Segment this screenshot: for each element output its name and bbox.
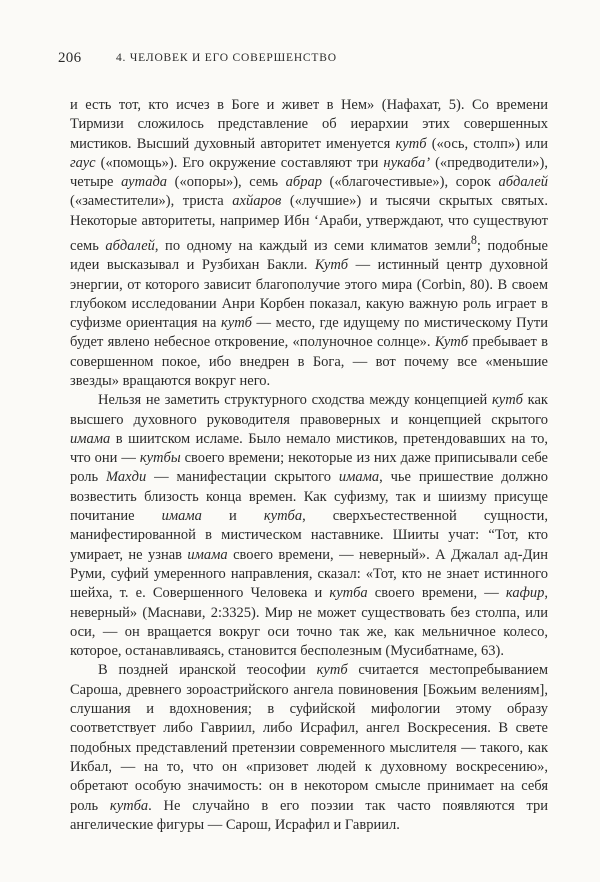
page-number: 206: [58, 50, 82, 66]
running-title: 4. ЧЕЛОВЕК И ЕГО СОВЕРШЕНСТВО: [116, 52, 337, 64]
paragraph-3: В поздней иранской теософии кутб считается местопребыванием Сароша, древнего зороастрийского ангела повиновения [Божьим велениям], слушания и вдохновения; в суфийской мифологии этому образу соответствует либо Гавриил, либо Исрафил, ангел Воскресения. В свете подобных представлений претензии современного мыслителя — такого, как Икбал, — на то, что он «призовет людей к духовному воскресению», обретают особую значимость: он в некотором смысле принимает на себя роль кутба. Не случайно в его поэзии так часто появляются три ангелические фигуры — Сарош, Исрафил и Гавриил.: [70, 662, 548, 833]
main-text: [70, 96, 548, 835]
page-header: [58, 50, 542, 74]
paragraph-2: Нельзя не заметить структурного сходства между концепцией кутб как высшего духовного руководителя правоверных и концепцией скрытого имама в шиитском исламе. Было немало мистиков, претендовавших на то, что они — кутбы своего времени; некоторые из них даже приписывали себе роль Махди — манифестации скрытого имама, чье пришествие должно возвестить близость конца времен. Как суфизму, так и шиизму присуще почитание имама и кутба, сверхъестественной сущности, манифестированной в мистическом наставнике. Шииты учат: “Тот, кто умирает, не узнав имама своего времени, — неверный». А Джалал ад-Дин Руми, суфий умеренного направления, сказал: «Тот, кто не знает истинного шейха, т. е. Совершенного Человека и кутба своего времени, — кафир, неверный» (Маснави, 2:3325). Мир не может существовать без столпа, или оси, — он вращается вокруг оси точно так же, как мельничное колесо, которое, останавливаясь, становится бесполезным (Мусибатнаме, 63).: [70, 392, 549, 660]
paragraph-1: и есть тот, кто исчез в Боге и живет в Нем» (Нафахат, 5). Со времени Тирмизи сложилось представление об иерархии этих совершенных мистиков. Высший духовный авторитет именуется кутб («ось, столп») или гаус («помощь»). Его окружение составляют три нукаба’ («предводители»), четыре аутада («опоры»), семь абрар («благочестивые»), сорок абдалей («заместители»), триста ахйаров («лучшие») и тысячи скрытых святых. Некоторые авторитеты, например Ибн ‘Араби, утверждают, что существуют семь абдалей, по одному на каждый из семи климатов земли$^8$; подобные идеи высказывал и Рузбихан Бакли. Кутб — истинный центр духовной энергии, от которого зависит благополучие этого мира (Corbin, 80). В своем глубоком исследовании Анри Корбен показал, какую важную роль играет в суфизме ориентация на кутб — место, где идущему по мистическому Пути будет явлено небесное откровение, «полуночное солнце». Кутб пребывает в совершенном покое, ибо внедрен в Бога, — вот почему все «меньшие звезды» вращаются вокруг него.: [70, 97, 549, 389]
